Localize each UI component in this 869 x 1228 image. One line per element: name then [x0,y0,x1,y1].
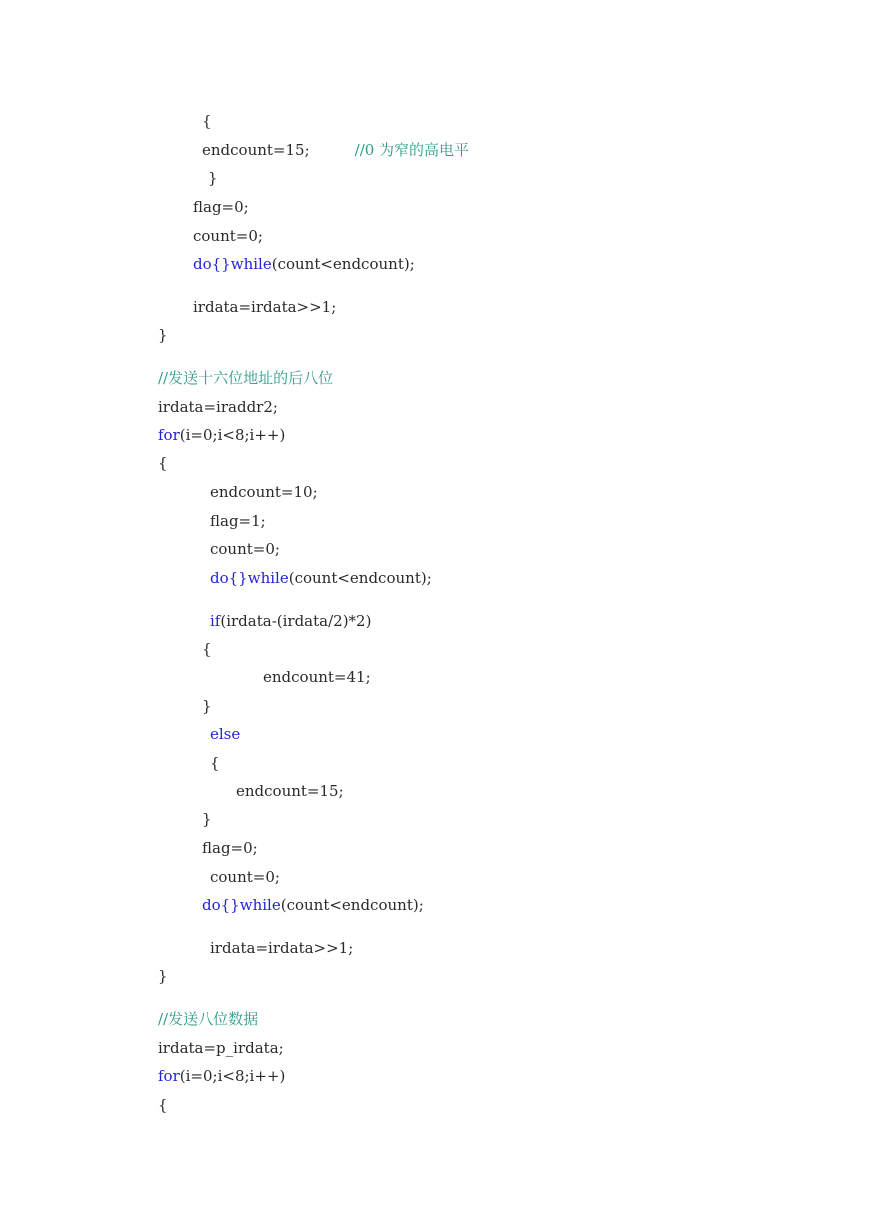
code-text: (irdata-(irdata/2)*2) [220,612,372,630]
code-keyword: do [210,569,229,587]
code-line [236,781,344,801]
code-line [158,966,168,986]
code-line [210,938,353,958]
code-keyword: while [239,896,281,914]
code-text: (count<endcount); [288,569,432,587]
code-text: irdata=iraddr2; [158,398,278,416]
code-keyword: {} [220,896,240,914]
code-keyword: while [230,255,272,273]
code-text: { [158,454,168,472]
code-line [210,753,220,773]
code-keyword: for [158,426,180,444]
code-line [210,482,318,502]
code-line [158,453,168,473]
code-line [158,397,278,417]
code-text: } [158,967,168,985]
code-line [202,809,212,829]
code-keyword: else [210,725,241,743]
code-text: (count<endcount); [280,896,424,914]
code-keyword: for [158,1067,180,1085]
code-line [158,1009,258,1029]
code-comment: //发送八位数据 [158,1010,259,1028]
code-keyword: {} [228,569,248,587]
code-line [158,1066,285,1086]
code-text: { [202,640,212,658]
code-text: (count<endcount); [271,255,415,273]
code-text: { [158,1096,168,1114]
code-line [210,511,266,531]
code-keyword: while [247,569,289,587]
code-text: (i=0;i<8;i++) [179,426,286,444]
code-text: count=0; [210,868,280,886]
code-line [263,667,371,687]
code-line [202,696,212,716]
code-line [210,568,432,588]
code-line [158,325,168,345]
code-text: } [158,326,168,344]
code-text: irdata=p_irdata; [158,1039,284,1057]
code-line [193,297,336,317]
code-text: } [202,697,212,715]
code-text: endcount=15; [202,141,310,159]
code-text: { [210,754,220,772]
code-line [210,539,280,559]
code-line [158,1095,168,1115]
code-text: } [208,169,218,187]
code-text: (i=0;i<8;i++) [179,1067,286,1085]
code-text: irdata=irdata>>1; [193,298,337,316]
code-text: flag=0; [193,198,249,216]
code-text: flag=1; [210,512,266,530]
code-keyword: do [202,896,221,914]
code-text: endcount=41; [263,668,371,686]
code-text: { [202,112,212,130]
code-keyword: do [193,255,212,273]
code-comment: //发送十六位地址的后八位 [158,369,334,387]
code-text: count=0; [210,540,280,558]
code-keyword: {} [211,255,231,273]
code-keyword: if [210,612,221,630]
code-line [158,1038,284,1058]
code-comment: //0 为窄的高电平 [354,141,470,159]
code-line [158,425,285,445]
code-text: endcount=10; [210,483,318,501]
code-text: irdata=irdata>>1; [210,939,354,957]
code-line [202,111,212,131]
code-text: flag=0; [202,839,258,857]
code-line [193,197,249,217]
code-line [202,895,424,915]
code-line [210,724,240,744]
code-text: count=0; [193,227,263,245]
code-text: } [202,810,212,828]
code-line [193,254,415,274]
code-line [208,168,218,188]
code-line [202,639,212,659]
code-line [202,140,469,160]
code-line [210,867,280,887]
code-text: endcount=15; [236,782,344,800]
code-line [202,838,258,858]
code-line [193,226,263,246]
code-line [210,611,371,631]
code-line [158,368,333,388]
